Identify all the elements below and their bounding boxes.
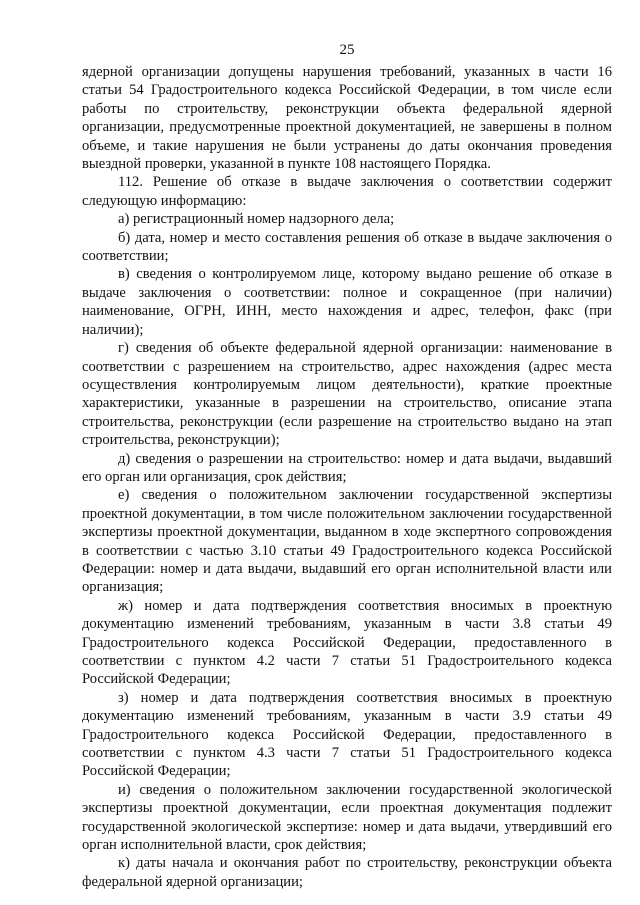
paragraph-subitem-z: з) номер и дата подтверждения соответствия вносимых в проектную документацию изменений требованиям, указанным в части 3.9 статьи 49 Градостроительного кодекса Российской Федерации, предоставленного в соответствии с пунктом 4.3 части 7 статьи 51 Градостроительного кодекса Российской Федерации; bbox=[82, 689, 612, 780]
paragraph-continuation: ядерной организации допущены нарушения требований, указанных в части 16 статьи 54 Градостроительного кодекса Российской Федерации, в том числе если работы по строительству, реконструкции объекта федеральной ядерной организации, предусмотренные проектной документацией, не завершены в полном объеме, и такие нарушения не были устранены до даты окончания проведения выездной проверки, указанной в пункте 108 настоящего Порядка. bbox=[82, 64, 612, 173]
paragraph-subitem-e: е) сведения о положительном заключении государственной экспертизы проектной документации, в том числе положительном заключении государственной экспертизы проектной документации, выданном в ходе экспертного сопровождения в соответствии с частью 3.10 статьи 49 Градостроительного кодекса Российской Федерации: номер и дата выдачи, выдавший его орган исполнительной власти или организация; bbox=[82, 487, 612, 596]
paragraph-item-112: 112. Решение об отказе в выдаче заключения о соответствии содержит следующую информацию: bbox=[82, 174, 612, 209]
page-number: 25 bbox=[339, 42, 355, 58]
paragraph-subitem-i: и) сведения о положительном заключении государственной экологической экспертизы проектной документации, если проектная документация подлежит государственной экологической экспертизе: номер и дата выдачи, утвердивший его орган исполнительной власти, срок действия; bbox=[82, 781, 612, 854]
paragraph-subitem-g: г) сведения об объекте федеральной ядерной организации: наименование в соответствии с разрешением на строительство, адрес нахождения (адрес места осуществления контролируемым лицом деятельности), краткие проектные характеристики, указанные в разрешении на строительство, описание этапа строительства, реконструкции (если разрешение на строительство выдано на этап строительства, реконструкции); bbox=[82, 340, 612, 449]
paragraph-subitem-v: в) сведения о контролируемом лице, которому выдано решение об отказе в выдаче заключения о соответствии: полное и сокращенное (при наличии) наименование, ОГРН, ИНН, место нахождения и адрес, телефон, факс (при наличии); bbox=[82, 266, 612, 338]
document-page bbox=[82, 0, 612, 905]
document-body bbox=[82, 63, 612, 891]
paragraph-subitem-k: к) даты начала и окончания работ по строительству, реконструкции объекта федеральной ядерной организации; bbox=[82, 855, 612, 890]
paragraph-subitem-zh: ж) номер и дата подтверждения соответствия вносимых в проектную документацию изменений требованиям, указанным в части 3.8 статьи 49 Градостроительного кодекса Российской Федерации, предоставленного в соответствии с пунктом 4.2 части 7 статьи 51 Градостроительного кодекса Российской Федерации; bbox=[82, 597, 612, 688]
paragraph-subitem-b: б) дата, номер и место составления решения об отказе в выдаче заключения о соответствии; bbox=[82, 229, 612, 265]
paragraph-subitem-a: а) регистрационный номер надзорного дела; bbox=[118, 211, 395, 228]
paragraph-subitem-d: д) сведения о разрешении на строительство: номер и дата выдачи, выдавший его орган или организация, срок действия; bbox=[82, 450, 612, 485]
